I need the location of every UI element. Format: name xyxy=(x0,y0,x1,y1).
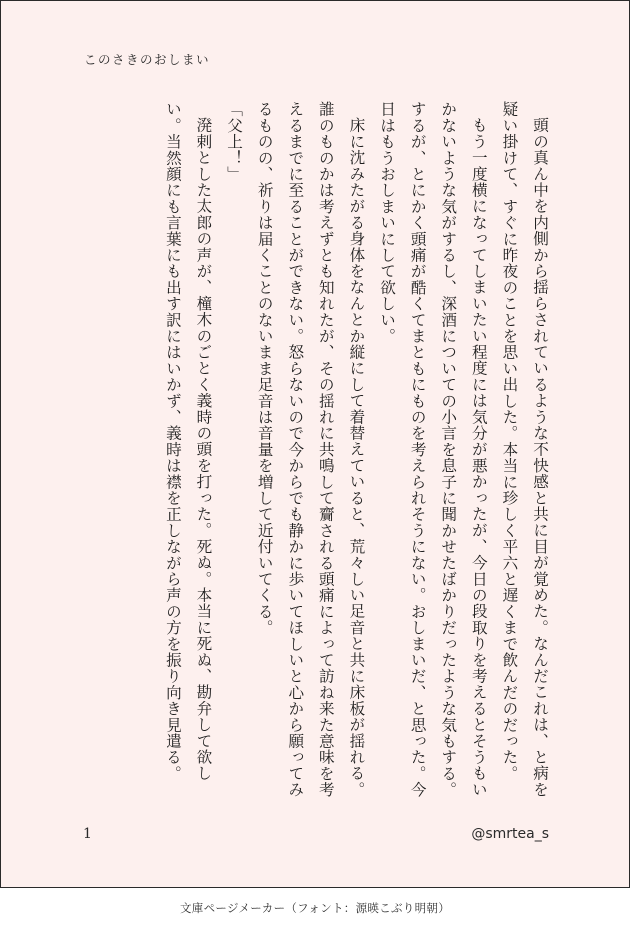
paragraph-1: 頭の真ん中を内側から揺らされているような不快感と共に目が覚めた。なんだこれは、と病を疑い掛けて、すぐに昨夜のことを思い出した。本当に珍しく平六と遅くまで飲んだのだった。 xyxy=(500,101,549,797)
paragraph-5: 溌剌とした太郎の声が、橦木のごとく義時の頭を打った。死ぬ。本当に死ぬ、勘弁して欲しい。当然顔にも言葉にも出す訳にはいかず、義時は襟を正しながら声の方を振り向き見遣る。 xyxy=(163,101,213,782)
body-text xyxy=(75,101,555,801)
paragraph-2: もう一度横になってしまいたい程度には気分が悪かったが、今日の段取りを考えるとそうもいかないような気がするし、深酒についての小言を息子に聞かせたばかりだったような気もする。するが、とにかく頭痛が酷くてまともにものを考えられそうにない。おしまいだ、と思った。今日はもうおしまいにして欲しい。 xyxy=(378,101,488,798)
footer-credit: 文庫ページメーカー（フォント：源暎こぶり明朝） xyxy=(179,901,451,915)
paragraph-3: 床に沈みたがる身体をなんとか縦にして着替えていると、荒々しい足音と共に床板が揺れる。誰のものかは考えずとも知れたが、その揺れに共鳴して齎される頭痛によって訪ね来た意味を考えるまでに至ることができない。怒らないので今からでも静かに歩いてほしいと心から願ってみるものの、祈りは届くことのないまま足音は音量を増して近付いてくる。 xyxy=(255,101,366,798)
page-number: 1 xyxy=(83,826,92,842)
dialogue-line: 「父上！」 xyxy=(225,101,244,182)
author-handle: @smrtea_s xyxy=(471,826,549,842)
running-title: このさきのおしまい xyxy=(84,52,211,67)
